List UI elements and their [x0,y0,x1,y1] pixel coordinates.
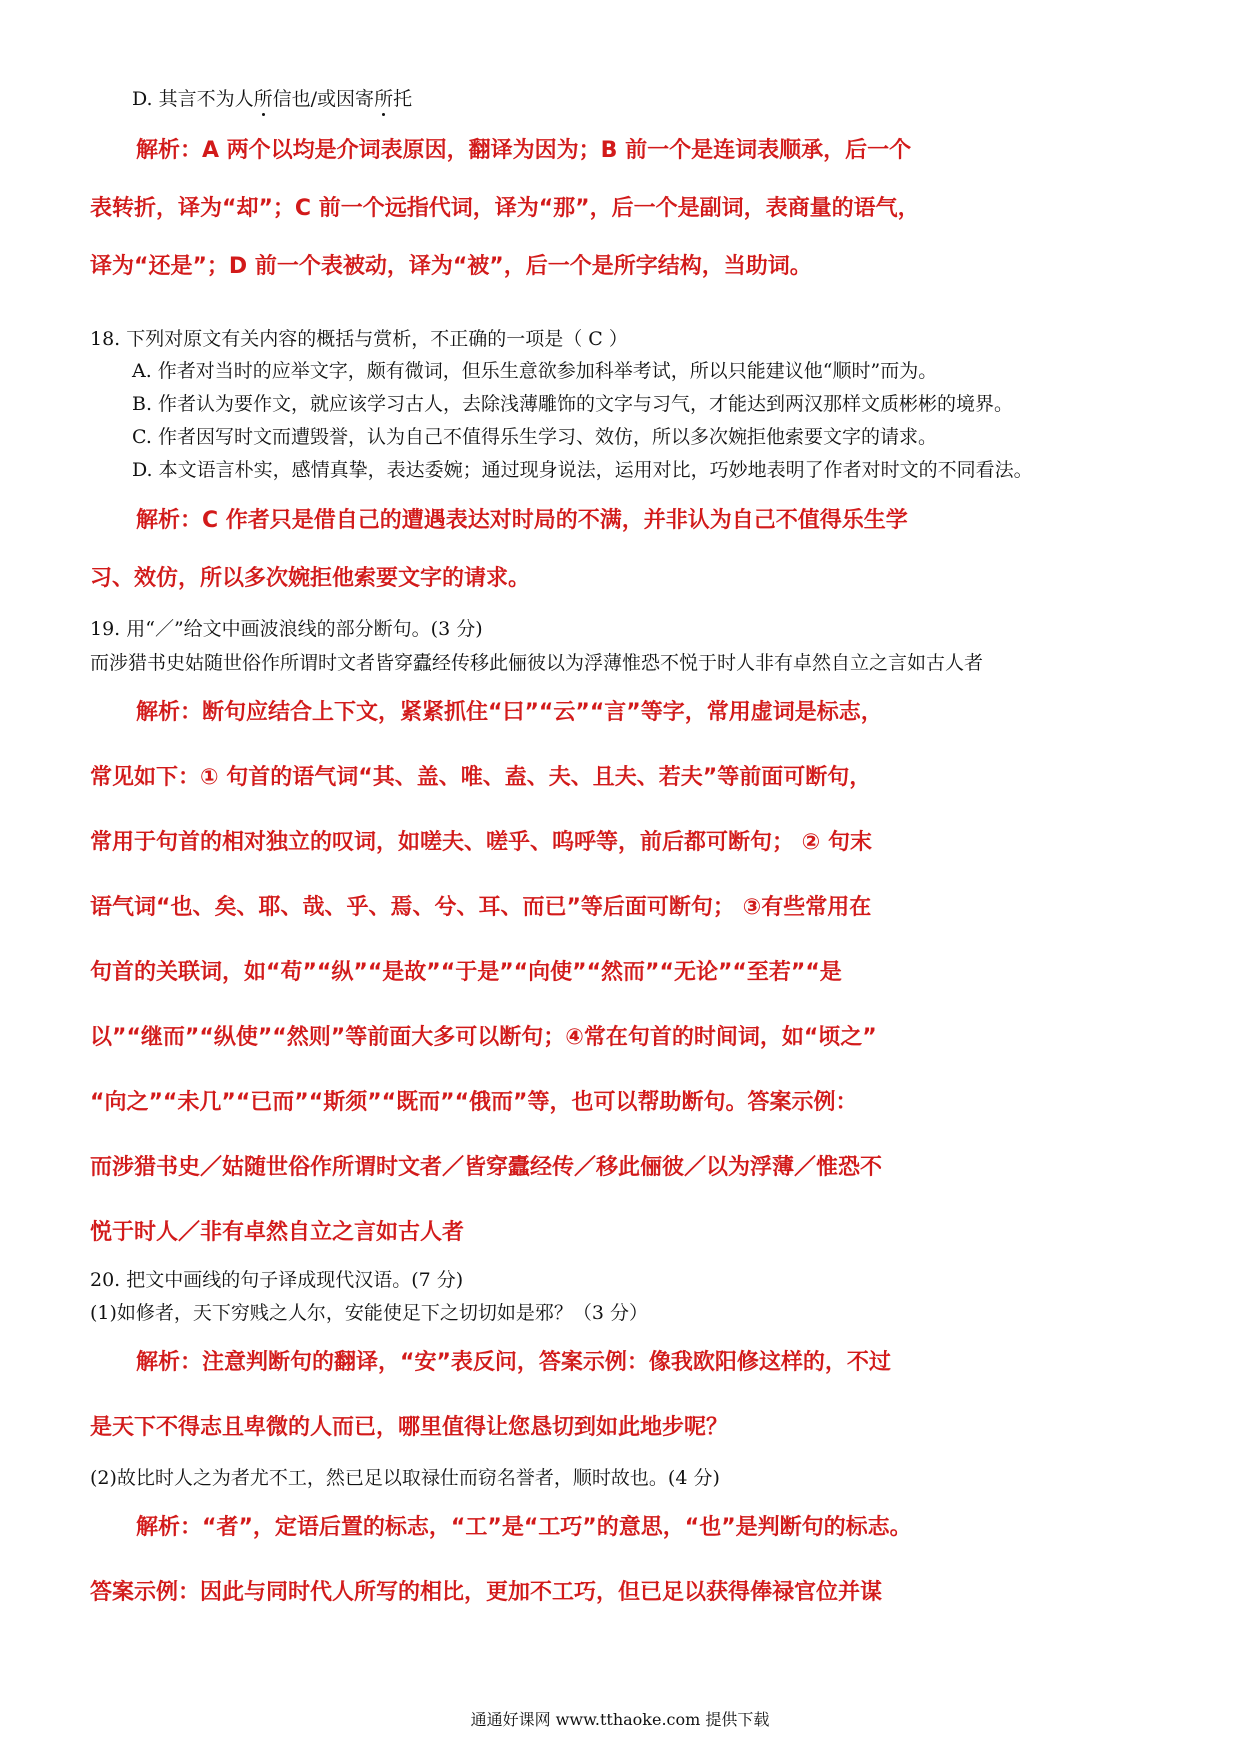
q19-analysis-line: 常用于句首的相对独立的叹词，如嗟夫、嗟乎、呜呼等，前后都可断句； ② 句末 [90,830,872,855]
option-text: D. 其言不为人 [132,88,254,110]
q20-sub1-analysis-line: 解析：注意判断句的翻译，“安”表反问，答案示例：像我欧阳修这样的，不过 [136,1350,891,1375]
q18-analysis-line: 解析：C 作者只是借自己的遭遇表达对时局的不满，并非认为自己不值得乐生学 [136,508,908,533]
q19-passage: 而涉猎书史姑随世俗作所谓时文者皆穿蠹经传移此俪彼以为浮薄惟恐不悦于时人非有卓然自立之言如古人者 [90,652,984,674]
q19-analysis-line: 悦于时人／非有卓然自立之言如古人者 [90,1220,465,1245]
q19-analysis-line: 解析：断句应结合上下文，紧紧抓住“曰”“云”“言”等字，常用虚词是标志， [136,700,883,725]
q20-sub2: (2)故比时人之为者尤不工，然已足以取禄仕而窃名誉者，顺时故也。(4 分) [90,1467,720,1489]
q17-option-d [132,84,412,111]
q20-sub2-analysis-line: 解析：“者”，定语后置的标志，“工”是“工巧”的意思，“也”是判断句的标志。 [136,1515,912,1540]
q18-option-b: B. 作者认为要作文，就应该学习古人，去除浅薄雕饰的文字与习气，才能达到两汉那样文质彬彬的境界。 [132,393,1014,415]
q18-option-a: A. 作者对当时的应举文字，颇有微词，但乐生意欲参加科举考试，所以只能建议他“顺时”而为。 [132,360,938,382]
q20-sub1-analysis-line: 是天下不得志且卑微的人而已，哪里值得让您恳切到如此地步呢？ [90,1415,729,1440]
q18-analysis-line: 习、效仿，所以多次婉拒他索要文字的请求。 [90,566,531,591]
q20-sub2-analysis-line: 答案示例：因此与同时代人所写的相比，更加不工巧，但已足以获得俸禄官位并谋 [90,1580,883,1605]
q19-analysis-line: 常见如下：① 句首的语气词“其、盖、唯、盍、夫、且夫、若夫”等前面可断句， [90,765,872,790]
q18-option-c: C. 作者因写时文而遭毁誉，认为自己不值得乐生学习、效仿，所以多次婉拒他索要文字的请求。 [132,426,937,448]
page-footer: 通通好课网 www.tthaoke.com 提供下载 [470,1710,770,1729]
q19-analysis-line: 句首的关联词，如“苟”“纵”“是故”“于是”“向使”“然而”“无论”“至若”“是 [90,960,842,985]
option-text: 托 [393,88,413,110]
q19-analysis-line: 以”“继而”“纵使”“然则”等前面大多可以断句；④常在句首的时间词，如“顷之” [90,1025,877,1050]
q19-analysis-line: 语气词“也、矣、耶、哉、乎、焉、兮、耳、而已”等后面可断句； ③有些常用在 [90,895,872,920]
q17-analysis-line: 译为“还是”；D 前一个表被动，译为“被”，后一个是所字结构，当助词。 [90,254,812,279]
dotted-char: 所 [253,88,273,110]
q20-stem: 20. 把文中画线的句子译成现代汉语。(7 分) [90,1269,464,1291]
q17-analysis-line: 解析：A 两个以均是介词表原因，翻译为因为；B 前一个是连词表顺承，后一个 [136,138,912,163]
q17-analysis-line: 表转折，译为“却”；C 前一个远指代词，译为“那”，后一个是副词，表商量的语气， [90,196,920,221]
dotted-char: 所 [374,88,394,110]
q19-analysis-line: 而涉猎书史／姑随世俗作所谓时文者／皆穿蠹经传／移此俪彼／以为浮薄／惟恐不 [90,1155,883,1180]
q18-option-d: D. 本文语言朴实，感情真挚，表达委婉；通过现身说法，运用对比，巧妙地表明了作者对时文的不同看法。 [132,459,1033,481]
q20-sub1: (1)如修者，天下穷贱之人尔，安能使足下之切切如是邪？（3 分） [90,1302,649,1324]
q18-stem: 18. 下列对原文有关内容的概括与赏析，不正确的一项是（ C ） [90,328,628,350]
option-text: 信也/或因寄 [272,88,375,110]
q19-stem: 19. 用“／”给文中画波浪线的部分断句。(3 分) [90,618,483,640]
q19-analysis-line: “向之”“未几”“已而”“斯须”“既而”“俄而”等，也可以帮助断句。答案示例： [90,1090,858,1115]
